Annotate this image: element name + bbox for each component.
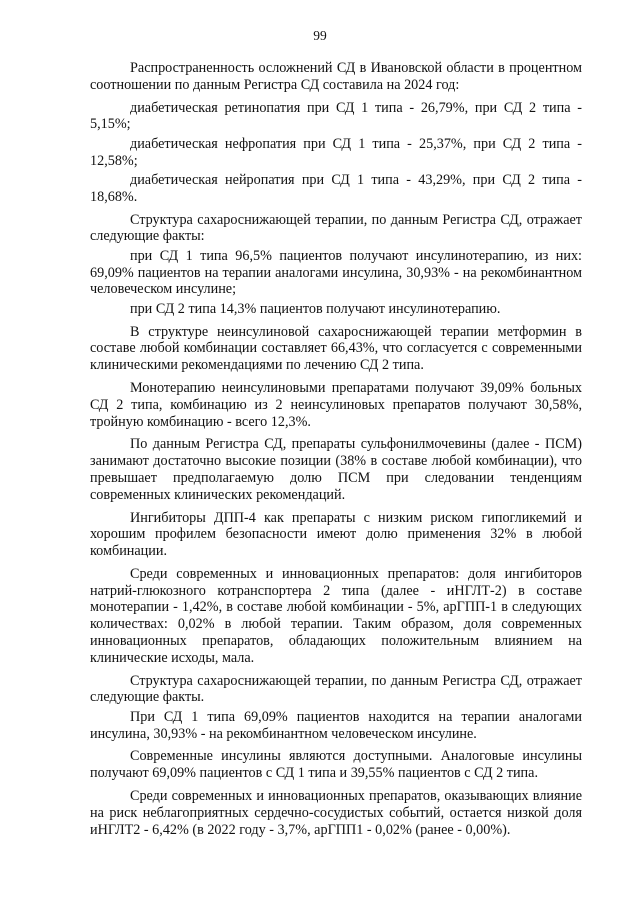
paragraph-dpp4: Ингибиторы ДПП-4 как препараты с низким риском гипогликемий и хорошим профилем безопасности имеют долю применения 32% в любой комбинации. [90,509,582,560]
paragraph-type1-insulin: при СД 1 типа 96,5% пациентов получают инсулинотерапию, из них: 69,09% пациентов на терапии аналогами инсулина, 30,93% - на рекомбинантном человеческом инсулине; [90,247,582,298]
paragraph-sulfonylurea: По данным Регистра СД, препараты сульфонилмочевины (далее - ПСМ) занимают достаточно высокие позиции (38% в составе любой комбинации), что превышает предполагаемую долю ПСМ при следовании тенденциям современных клинических рекомендаций. [90,436,582,503]
paragraph-therapy-structure-2: Структура сахароснижающей терапии, по данным Регистра СД, отражает следующие факты. [90,672,582,706]
paragraph-innovative-drugs: Среди современных и инновационных препаратов: доля ингибиторов натрий-глюкозного котранспортера 2 типа (далее - иНГЛТ-2) в составе монотерапии - 1,42%, в составе любой комбинации - 5%, арГПП-1 в следующих количествах: 0,02% в любой терапии. Таким образом, доля современных инновационных препаратов, обладающих положительным влиянием на клинические исходы, мала. [90,565,582,666]
paragraph-neuropathy: диабетическая нейропатия при СД 1 типа - 43,29%, при СД 2 типа - 18,68%. [90,171,582,205]
paragraph-therapy-structure: Структура сахароснижающей терапии, по данным Регистра СД, отражает следующие факты: [90,211,582,245]
page-number: 99 [313,28,327,43]
paragraph-type2-insulin: при СД 2 типа 14,3% пациентов получают инсулинотерапию. [130,300,501,317]
paragraph-modern-insulins: Современные инсулины являются доступными. Аналоговые инсулины получают 69,09% пациентов с СД 1 типа и 39,55% пациентов с СД 2 типа. [90,748,582,782]
document-body [90,60,582,841]
paragraph-type1-analogues: При СД 1 типа 69,09% пациентов находится на терапии аналогами инсулина, 30,93% - на рекомбинантном человеческом инсулине. [90,708,582,742]
paragraph-monotherapy: Монотерапию неинсулиновыми препаратами получают 39,09% больных СД 2 типа, комбинацию из 2 неинсулиновых препаратов получают 30,58%, тройную комбинацию - всего 12,3%. [90,379,582,430]
paragraph-retinopathy: диабетическая ретинопатия при СД 1 типа - 26,79%, при СД 2 типа - 5,15%; [90,99,582,133]
paragraph-complications-intro: Распространенность осложнений СД в Ивановской области в процентном соотношении по данным Регистра СД составила на 2024 год: [90,60,582,93]
paragraph-cardiovascular: Среди современных и инновационных препаратов, оказывающих влияние на риск неблагоприятных сердечно-сосудистых событий, остается низкой доля иНГЛТ2 - 6,42% (в 2022 году - 3,7%, арГПП1 - 0,02% (ранее - 0,00%). [90,788,582,838]
paragraph-nephropathy: диабетическая нефропатия при СД 1 типа - 25,37%, при СД 2 типа - 12,58%; [90,135,582,169]
paragraph-metformin: В структуре неинсулиновой сахароснижающей терапии метформин в составе любой комбинации составляет 66,43%, что согласуется с современными клиническими рекомендациями по лечению СД 2 типа. [90,323,582,374]
